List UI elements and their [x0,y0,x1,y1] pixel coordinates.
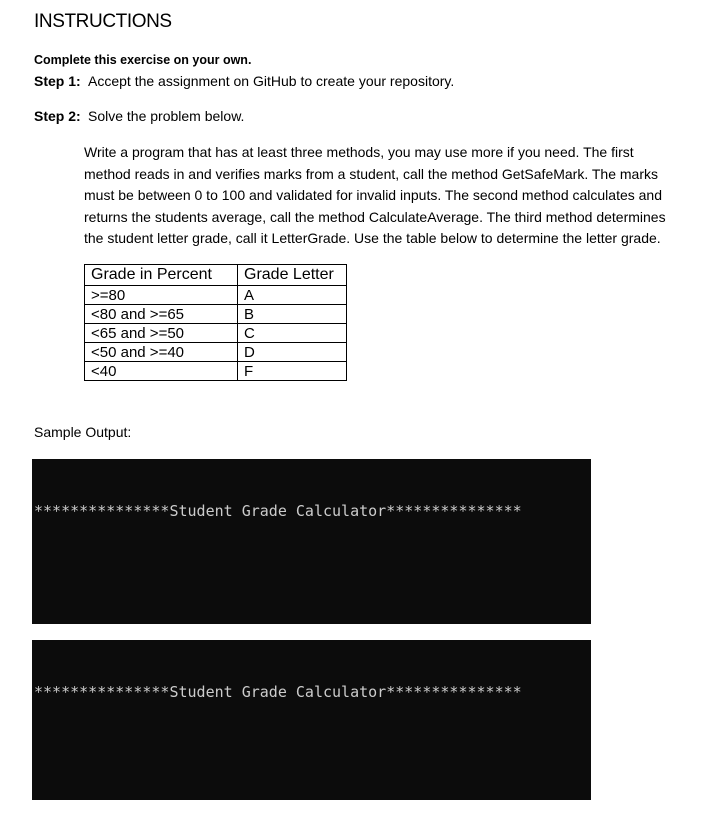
console-blank-line [32,564,591,585]
step-1-label: Step 1: [34,73,81,89]
step-2 [34,108,244,124]
grade-letter: B [238,305,347,324]
grade-table-header [85,265,347,286]
page-title: INSTRUCTIONS [34,11,172,32]
console-title: ***************Student Grade Calculator*************** [34,683,522,701]
grade-letter: F [238,362,347,381]
problem-line: returns the students average, call the method CalculateAverage. The third method determines [84,208,666,225]
table-row [85,324,347,343]
console-output-1 [32,459,591,624]
grade-letter: D [238,343,347,362]
table-row [85,305,347,324]
problem-description [84,142,690,250]
problem-line: the student letter grade, call it LetterGrade. Use the table below to determine the letter grade. [84,230,661,247]
grade-range: <50 and >=40 [85,343,238,362]
problem-line: must be between 0 to 100 and validated for invalid inputs. The second method calculates and [84,187,663,204]
step-2-label: Step 2: [34,108,81,124]
header-percent: Grade in Percent [85,265,238,286]
console-output-2 [32,640,591,800]
grade-letter: A [238,286,347,305]
problem-line: method reads in and verifies marks from a student, call the method GetSafeMark. The marks [84,165,658,182]
step-1 [34,73,454,89]
grade-range: <80 and >=65 [85,305,238,324]
table-row [85,343,347,362]
table-row [85,286,347,305]
console-title: ***************Student Grade Calculator*************** [34,502,522,520]
step-1-text: Accept the assignment on GitHub to create your repository. [88,73,455,89]
grade-range: <65 and >=50 [85,324,238,343]
problem-line: Write a program that has at least three methods, you may use more if you need. The first [84,144,634,160]
step-2-text: Solve the problem below. [88,108,245,124]
sample-output-label: Sample Output: [34,424,132,440]
header-letter: Grade Letter [238,265,347,286]
console-blank-line [32,745,591,766]
grade-letter: C [238,324,347,343]
grade-table [84,264,347,381]
intro-text: Complete this exercise on your own. [34,53,252,67]
table-row [85,362,347,381]
grade-range: <40 [85,362,238,381]
grade-range: >=80 [85,286,238,305]
